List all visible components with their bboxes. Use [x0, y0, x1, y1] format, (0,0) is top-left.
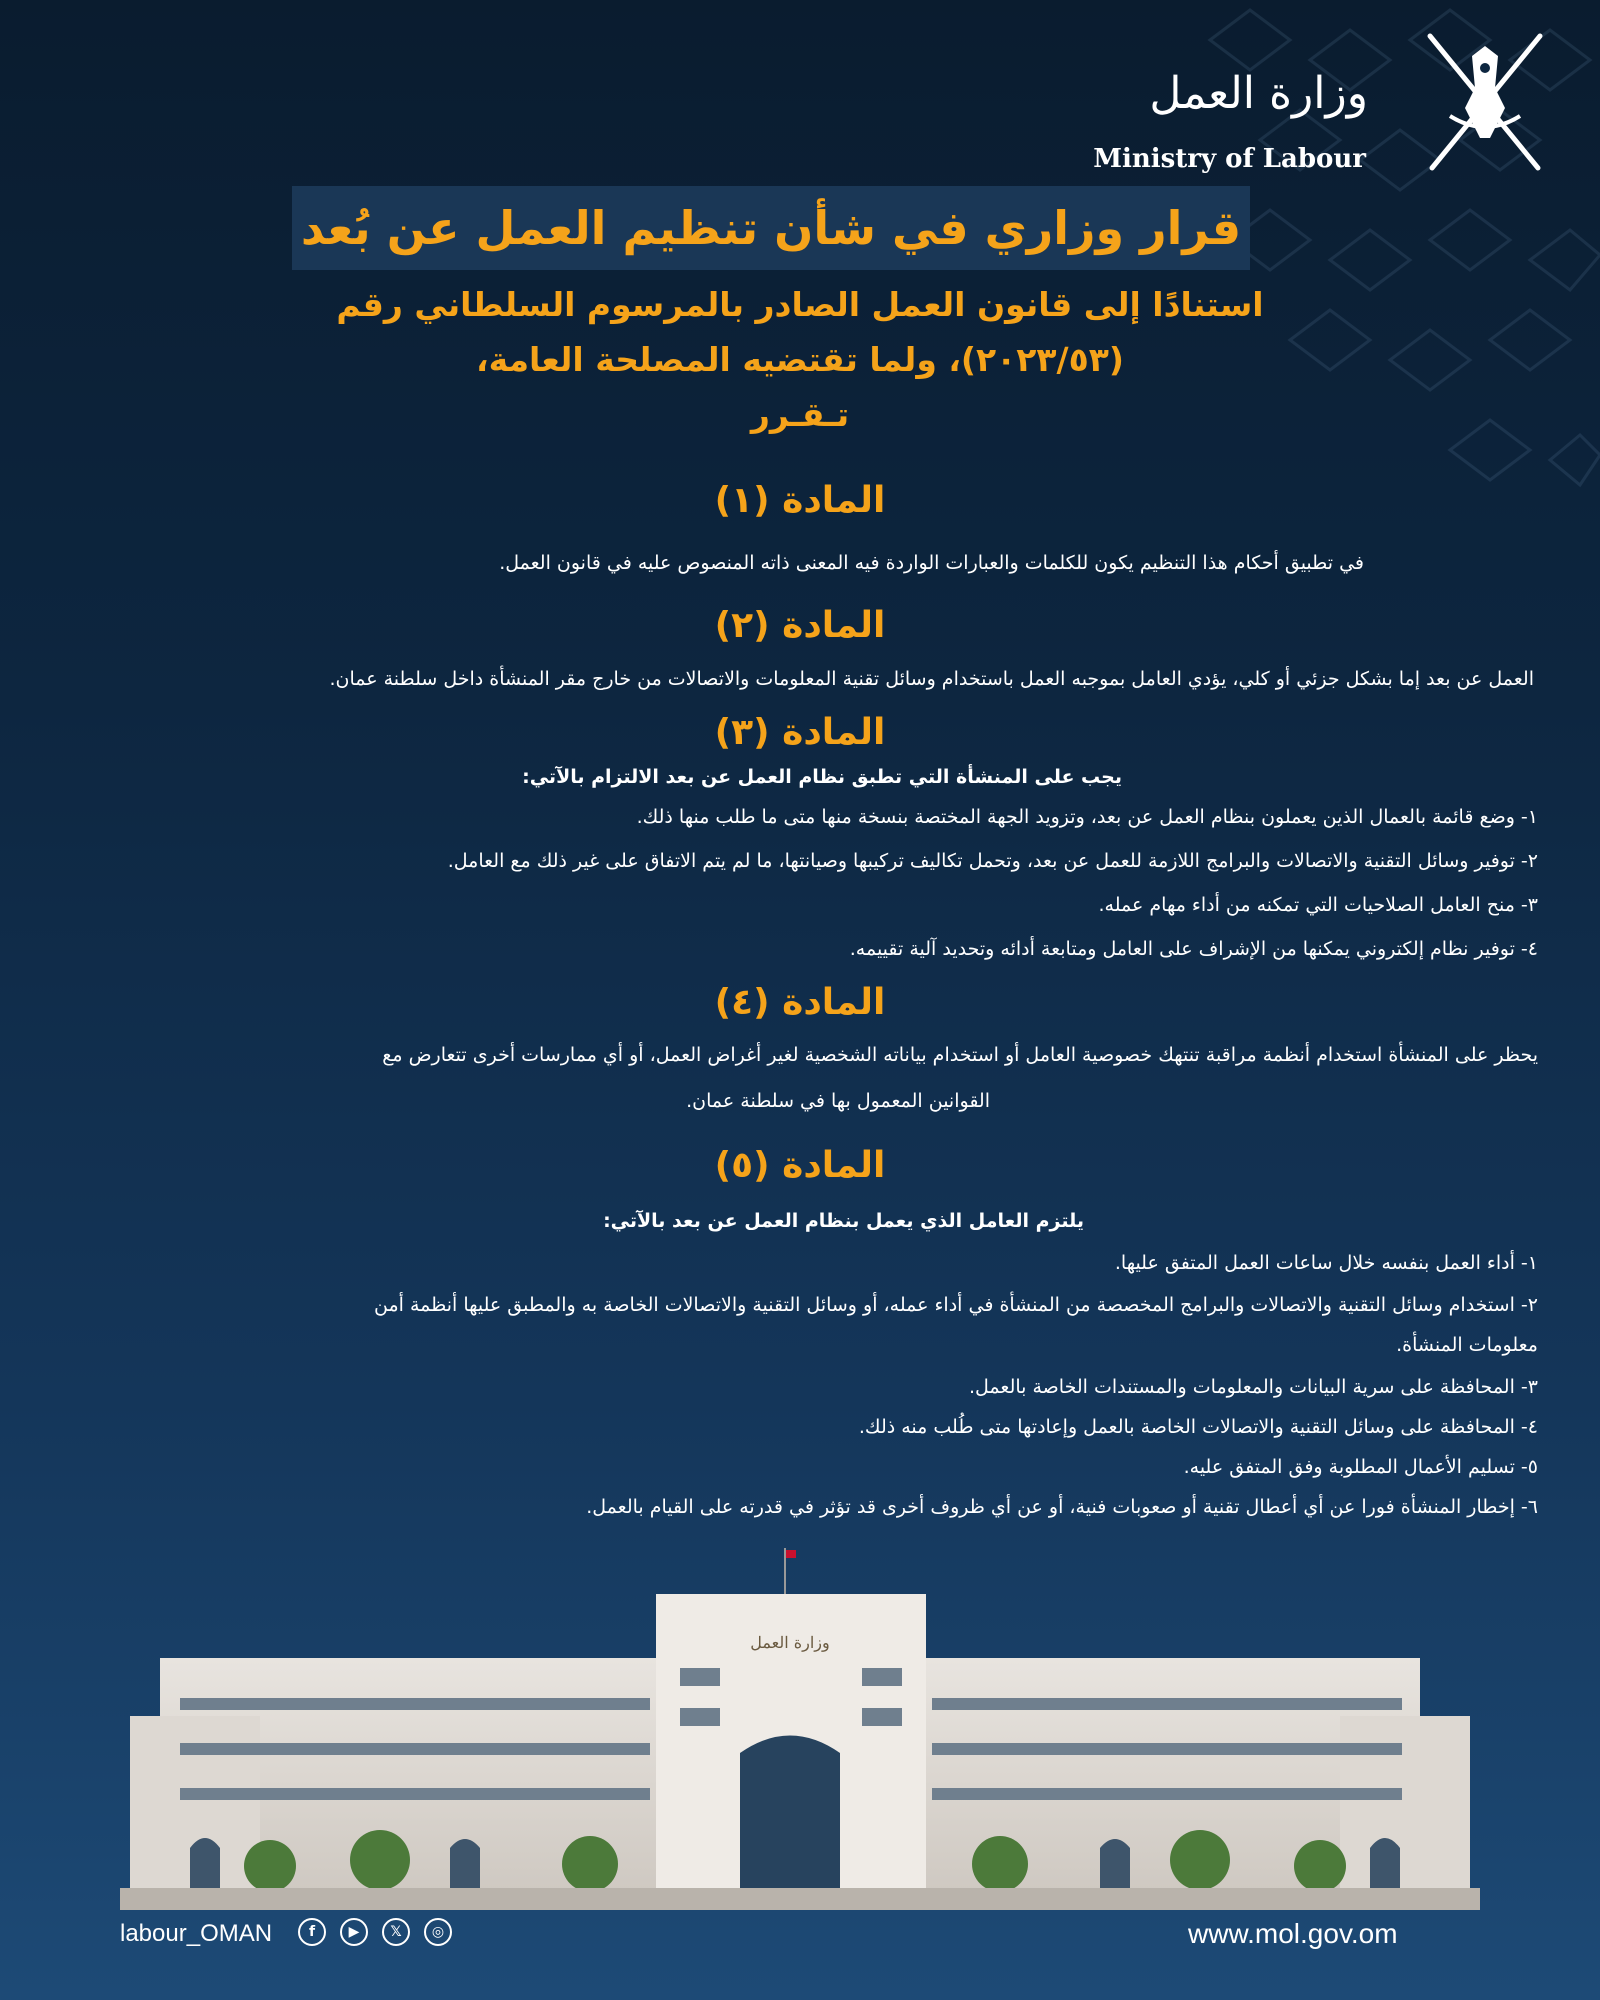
article-4-title: المادة (٤) — [714, 982, 886, 1023]
article-3-item-3: ٣- منح العامل الصلاحيات التي تمكنه من أداء مهام عمله. — [1098, 894, 1538, 916]
article-3-title: المادة (٣) — [714, 712, 886, 753]
article-4-text-line-1: يحظر على المنشأة استخدام أنظمة مراقبة تنتهك خصوصية العامل أو استخدام بياناته الشخصية لغير أغراض العمل، أو أي ممارسات أخرى تتعارض مع — [382, 1044, 1538, 1066]
article-3-intro: يجب على المنشأة التي تطبق نظام العمل عن بعد الالتزام بالآتي: — [522, 766, 1122, 788]
social-handle[interactable]: labour_OMAN — [120, 1920, 273, 1947]
article-5-item-1: ١- أداء العمل بنفسه خلال ساعات العمل المتفق عليها. — [1114, 1252, 1538, 1274]
article-5-intro: يلتزم العامل الذي يعمل بنظام العمل عن بعد بالآتي: — [603, 1210, 1084, 1232]
article-5-item-2: ٢- استخدام وسائل التقنية والاتصالات والبرامج المخصصة من المنشأة في أداء عمله، أو وسائل التقنية والاتصالات الخاصة به والمطبق عليها أنظمة أمن — [374, 1294, 1538, 1316]
footer — [0, 1908, 1600, 1968]
oman-khanjar-emblem-icon — [1410, 28, 1560, 178]
title-highlight — [292, 186, 1250, 270]
article-5-item-2-cont: معلومات المنشأة. — [1396, 1334, 1538, 1356]
intro-decides: تـقـرر — [750, 395, 850, 434]
header — [1000, 28, 1560, 188]
intro-line-2: (٢٠٢٣/٥٣)، ولما تقتضيه المصلحة العامة، — [476, 340, 1124, 379]
x-icon[interactable]: 𝕏 — [382, 1918, 410, 1946]
building-sign: وزارة العمل — [750, 1633, 830, 1652]
article-3-item-4: ٤- توفير نظام إلكتروني يمكنها من الإشراف على العامل ومتابعة أدائه وتحديد آلية تقييمه. — [849, 938, 1538, 960]
instagram-icon[interactable]: ◎ — [424, 1918, 452, 1946]
article-5-title: المادة (٥) — [714, 1145, 886, 1186]
article-1-title: المادة (١) — [714, 480, 886, 521]
article-5-item-3: ٣- المحافظة على سرية البيانات والمعلومات والمستندات الخاصة بالعمل. — [968, 1376, 1538, 1398]
article-2-title: المادة (٢) — [714, 605, 886, 646]
article-2-text: العمل عن بعد إما بشكل جزئي أو كلي، يؤدي العامل بموجبه العمل باستخدام وسائل تقنية المعلومات والاتصالات من خارج مقر المنشأة داخل سلطنة عمان. — [329, 668, 1534, 690]
ministry-name-english: Ministry of Labour — [1093, 144, 1366, 174]
article-5-item-5: ٥- تسليم الأعمال المطلوبة وفق المتفق عليه. — [1183, 1456, 1538, 1478]
youtube-icon[interactable]: ▶ — [340, 1918, 368, 1946]
article-5-item-6: ٦- إخطار المنشأة فورا عن أي أعطال تقنية أو صعوبات فنية، أو عن أي ظروف أخرى قد تؤثر في قدرته على القيام بالعمل. — [586, 1496, 1538, 1518]
flag — [786, 1550, 796, 1558]
intro-line-1: استنادًا إلى قانون العمل الصادر بالمرسوم السلطاني رقم — [336, 285, 1264, 324]
article-4-text-line-2: القوانين المعمول بها في سلطنة عمان. — [686, 1090, 990, 1112]
facebook-icon[interactable]: f — [298, 1918, 326, 1946]
article-3-item-1: ١- وضع قائمة بالعمال الذين يعملون بنظام العمل عن بعد، وتزويد الجهة المختصة بنسخة منها متى ما طلب منها ذلك. — [636, 806, 1538, 828]
article-5-item-4: ٤- المحافظة على وسائل التقنية والاتصالات الخاصة بالعمل وإعادتها متى طُلب منه ذلك. — [858, 1416, 1538, 1438]
article-1-text: في تطبيق أحكام هذا التنظيم يكون للكلمات والعبارات الواردة فيه المعنى ذاته المنصوص عليه في قانون العمل. — [499, 552, 1364, 574]
website-link[interactable]: www.mol.gov.om — [1188, 1918, 1398, 1949]
ministry-name-arabic: وزارة العمل — [1149, 68, 1368, 119]
article-3-item-2: ٢- توفير وسائل التقنية والاتصالات والبرامج اللازمة للعمل عن بعد، وتحمل تكاليف تركيبها وصيانتها، ما لم يتم الاتفاق على غير ذلك مع العامل. — [447, 850, 1538, 872]
ministry-building-image — [120, 1548, 1480, 1910]
page-title: قرار وزاري في شأن تنظيم العمل عن بُعد — [300, 201, 1242, 255]
